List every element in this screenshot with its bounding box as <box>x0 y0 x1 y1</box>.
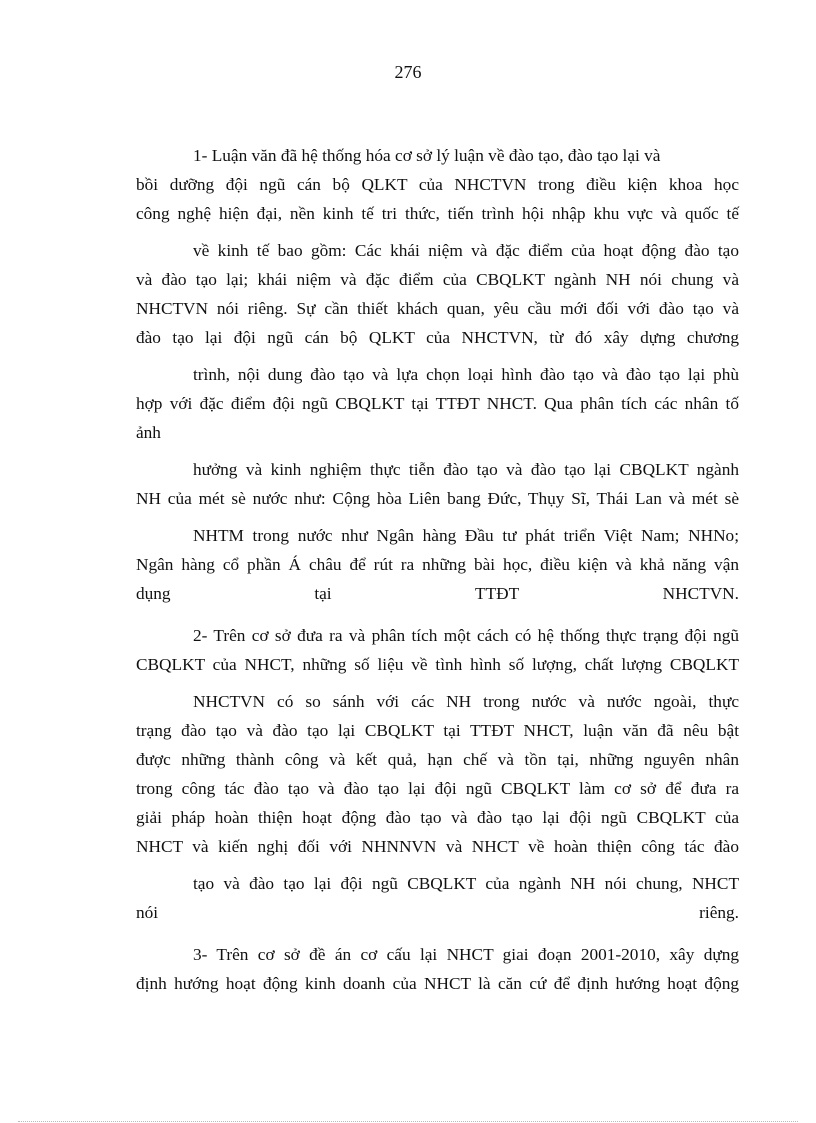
text-line: trong công tác đào tạo và đào tạo lại đội ngũ CBQLKT làm cơ sở để đưa ra <box>136 779 739 798</box>
text-line: NHCTVN có so sánh với các NH trong nước và nước ngoài, thực <box>193 692 739 711</box>
text-line: trạng đào tạo và đào tạo lại CBQLKT tại TTĐT NHCT, luận văn đã nêu bật <box>136 721 739 740</box>
text-line: 3- Trên cơ sở đề án cơ cấu lại NHCT giai đoạn 2001-2010, xây dựng <box>193 945 739 964</box>
text-line: ảnh <box>136 423 161 442</box>
text-line: đào tạo lại đội ngũ cán bộ QLKT của NHCTVN, từ đó xây dựng chương <box>136 328 739 347</box>
text-line: công nghệ hiện đại, nền kinh tế tri thức, tiến trình hội nhập khu vực và quốc tế <box>136 204 739 223</box>
text-line: dụng tại TTĐT NHCTVN. <box>136 584 739 603</box>
text-line: NHCT và kiến nghị đối với NHNNVN và NHCT về hoàn thiện công tác đào <box>136 837 739 856</box>
page-bottom-divider <box>18 1121 798 1122</box>
text-line: định hướng hoạt động kinh doanh của NHCT là căn cứ để định hướng hoạt động <box>136 974 739 993</box>
text-line: tạo và đào tạo lại đội ngũ CBQLKT của ngành NH nói chung, NHCT <box>193 874 739 893</box>
text-line: về kinh tế bao gồm: Các khái niệm và đặc điểm của hoạt động đào tạo <box>193 241 739 260</box>
text-line: NH của mét sè nước như: Cộng hòa Liên bang Đức, Thụy Sĩ, Thái Lan và mét sè <box>136 489 739 508</box>
text-line: NHCTVN nói riêng. Sự cần thiết khách quan, yêu cầu mới đối với đào tạo và <box>136 299 739 318</box>
text-line: hưởng và kinh nghiệm thực tiễn đào tạo và đào tạo lại CBQLKT ngành <box>193 460 739 479</box>
text-line: được những thành công và kết quả, hạn chế và tồn tại, những nguyên nhân <box>136 750 739 769</box>
text-line: và đào tạo lại; khái niệm và đặc điểm của CBQLKT ngành NH nói chung và <box>136 270 739 289</box>
text-line: Ngân hàng cổ phần Á châu để rút ra những bài học, điều kiện và khả năng vận <box>136 555 739 574</box>
text-line: hợp với đặc điểm đội ngũ CBQLKT tại TTĐT NHCT. Qua phân tích các nhân tố <box>136 394 739 413</box>
text-line: NHTM trong nước như Ngân hàng Đầu tư phát triển Việt Nam; NHNo; <box>193 526 739 545</box>
text-line: CBQLKT của NHCT, những số liệu về tình hình số lượng, chất lượng CBQLKT <box>136 655 739 674</box>
text-line: giải pháp hoàn thiện hoạt động đào tạo và đào tạo lại đội ngũ CBQLKT của <box>136 808 739 827</box>
text-line: 2- Trên cơ sở đưa ra và phân tích một cách có hệ thống thực trạng đội ngũ <box>193 626 739 645</box>
text-line: trình, nội dung đào tạo và lựa chọn loại hình đào tạo và đào tạo lại phù <box>193 365 739 384</box>
text-line: nói riêng. <box>136 903 739 922</box>
text-line: bồi dưỡng đội ngũ cán bộ QLKT của NHCTVN trong điều kiện khoa học <box>136 175 739 194</box>
page-number: 276 <box>394 62 422 82</box>
text-line: 1- Luận văn đã hệ thống hóa cơ sở lý luận về đào tạo, đào tạo lại và <box>193 146 661 165</box>
